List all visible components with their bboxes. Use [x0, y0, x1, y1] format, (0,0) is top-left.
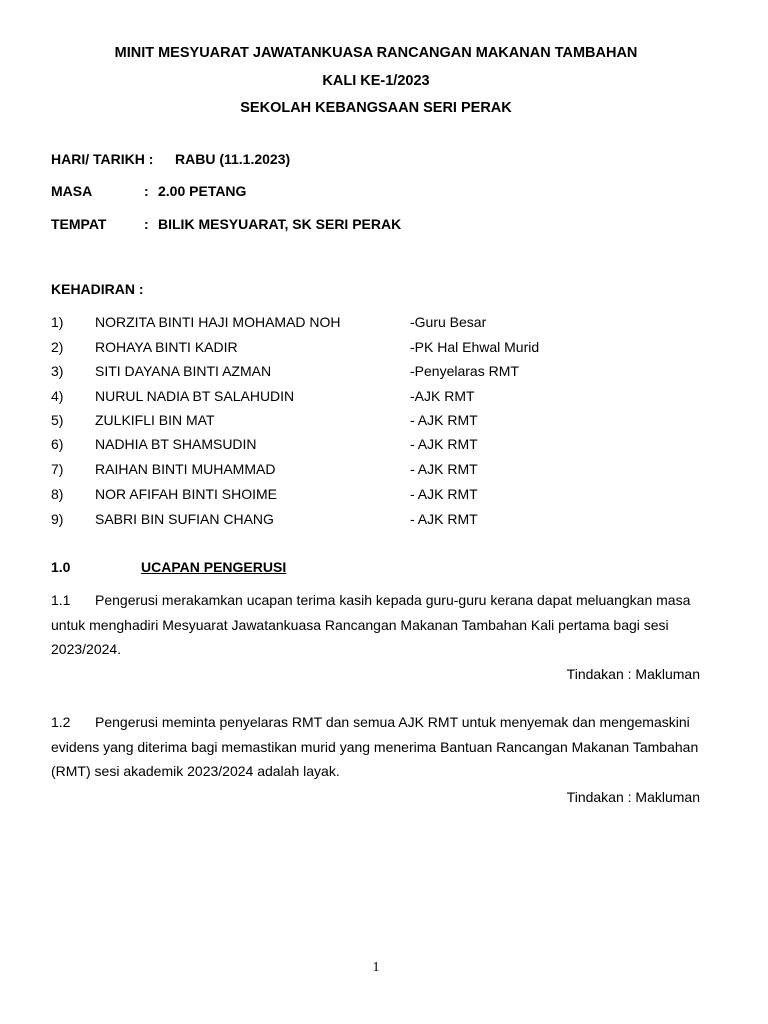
masa-label: MASA	[51, 183, 93, 199]
attendance-role: - AJK RMT	[410, 461, 478, 477]
hari-tarikh-value: RABU (11.1.2023)	[175, 151, 291, 167]
page-number: 1	[372, 960, 380, 975]
attendance-name: ZULKIFLI BIN MAT	[95, 412, 215, 428]
attendance-number: 5)	[51, 412, 64, 428]
attendance-number: 1)	[51, 314, 64, 330]
attendance-number: 4)	[51, 388, 64, 404]
paragraph-number: 1.1	[51, 592, 71, 608]
attendance-name: SABRI BIN SUFIAN CHANG	[95, 511, 274, 527]
attendance-heading: KEHADIRAN :	[51, 281, 144, 297]
tempat-label: TEMPAT	[51, 216, 107, 232]
action-note: Tindakan : Makluman	[566, 666, 700, 682]
attendance-role: - AJK RMT	[410, 486, 478, 502]
attendance-name: NORZITA BINTI HAJI MOHAMAD NOH	[95, 314, 341, 330]
section-number: 1.0	[51, 559, 71, 575]
action-note: Tindakan : Makluman	[566, 789, 700, 805]
document-subtitle-session: KALI KE-1/2023	[322, 73, 430, 89]
attendance-role: - AJK RMT	[410, 412, 478, 428]
attendance-role: -Guru Besar	[410, 314, 487, 330]
attendance-number: 9)	[51, 511, 64, 527]
paragraph-1-2	[51, 710, 711, 784]
attendance-number: 7)	[51, 461, 64, 477]
hari-tarikh-label: HARI/ TARIKH :	[51, 151, 154, 167]
document-title: MINIT MESYUARAT JAWATANKUASA RANCANGAN MAKANAN TAMBAHAN	[114, 45, 638, 61]
masa-value: 2.00 PETANG	[158, 183, 247, 199]
attendance-name: NADHIA BT SHAMSUDIN	[95, 436, 257, 452]
paragraph-text: Pengerusi merakamkan ucapan terima kasih kepada guru-guru kerana dapat meluangkan masa untuk menghadiri Mesyuarat Jawatankuasa Rancangan Makanan Tambahan Kali pertama bagi sesi 2023/2024.	[51, 592, 691, 657]
attendance-name: SITI DAYANA BINTI AZMAN	[95, 363, 272, 379]
paragraph-number: 1.2	[51, 714, 71, 730]
attendance-name: ROHAYA BINTI KADIR	[95, 339, 238, 355]
attendance-number: 8)	[51, 486, 64, 502]
attendance-role: - AJK RMT	[410, 436, 478, 452]
paragraph-1-1	[51, 588, 711, 662]
attendance-number: 3)	[51, 363, 64, 379]
masa-colon: :	[144, 183, 149, 199]
attendance-role: -AJK RMT	[410, 388, 475, 404]
tempat-value: BILIK MESYUARAT, SK SERI PERAK	[158, 216, 402, 232]
tempat-colon: :	[144, 216, 149, 232]
attendance-role: - AJK RMT	[410, 511, 478, 527]
paragraph-text: Pengerusi meminta penyelaras RMT dan semua AJK RMT untuk menyemak dan mengemaskini evidens yang diterima bagi memastikan murid yang menerima Bantuan Rancangan Makanan Tambahan (RMT) sesi akademik 2023/2024 adalah layak.	[51, 714, 699, 779]
attendance-role: -Penyelaras RMT	[410, 363, 519, 379]
section-title: UCAPAN PENGERUSI	[141, 559, 287, 575]
attendance-name: NOR AFIFAH BINTI SHOIME	[95, 486, 278, 502]
attendance-name: NURUL NADIA BT SALAHUDIN	[95, 388, 295, 404]
attendance-role: -PK Hal Ehwal Murid	[410, 339, 540, 355]
attendance-name: RAIHAN BINTI MUHAMMAD	[95, 461, 276, 477]
attendance-number: 6)	[51, 436, 64, 452]
document-subtitle-school: SEKOLAH KEBANGSAAN SERI PERAK	[240, 100, 512, 116]
attendance-number: 2)	[51, 339, 64, 355]
